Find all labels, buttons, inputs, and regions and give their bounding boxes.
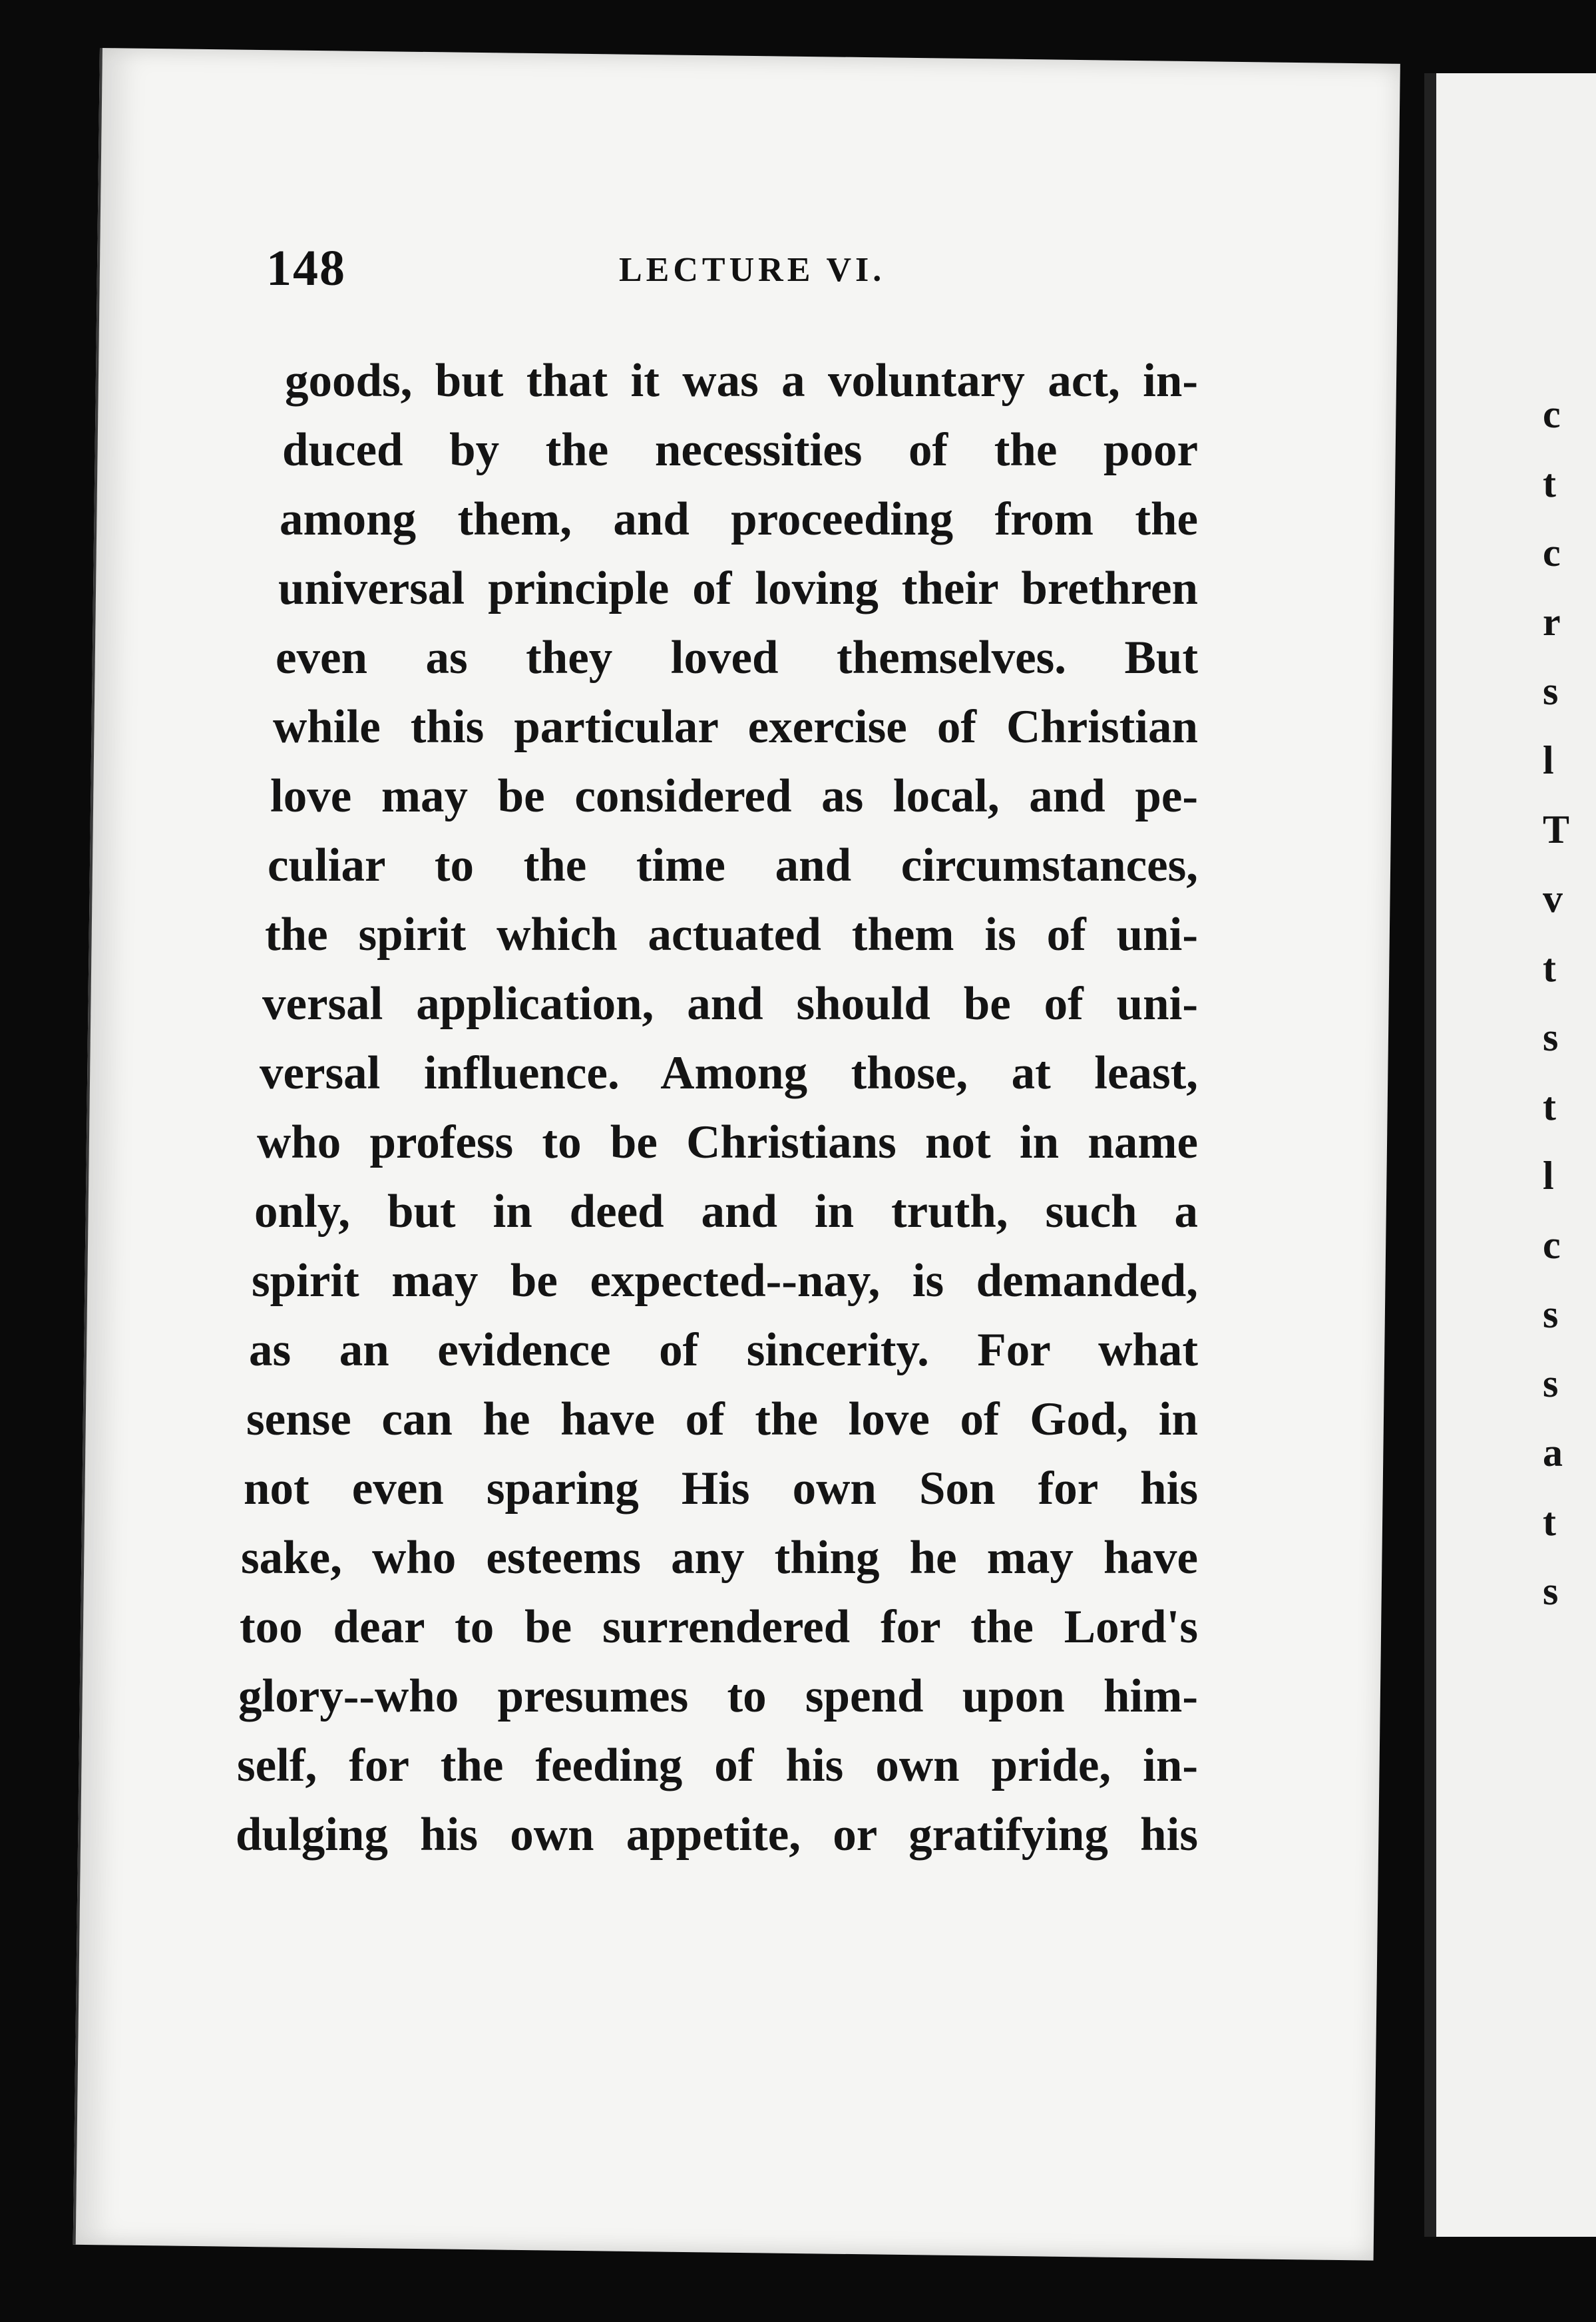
running-head-title: LECTURE VI. [619, 251, 886, 289]
text-line: goods, but that it was a voluntary act, in- [285, 355, 1198, 407]
edge-letter: c [1543, 531, 1561, 575]
edge-letter: T [1543, 808, 1570, 851]
edge-letter: c [1543, 1223, 1561, 1267]
edge-letter: t [1543, 946, 1556, 990]
edge-letter: s [1543, 1361, 1559, 1405]
text-line: sense can he have of the love of God, in [246, 1393, 1198, 1445]
text-line: duced by the necessities of the poor [282, 424, 1198, 476]
edge-letter: t [1543, 1500, 1556, 1544]
edge-letter: t [1543, 461, 1556, 505]
edge-letter: s [1543, 1292, 1559, 1336]
facing-page-text-fragments [1543, 379, 1570, 1626]
edge-letter: v [1543, 877, 1563, 921]
page-number: 148 [266, 240, 346, 296]
text-line: dulging his own appetite, or gratifying his [236, 1809, 1198, 1861]
text-line: universal principle of loving their brethren [278, 563, 1198, 614]
edge-letter: a [1543, 1431, 1563, 1475]
text-line: self, for the feeding of his own pride, in- [237, 1740, 1198, 1791]
running-head [266, 233, 1118, 313]
edge-letter: c [1543, 392, 1561, 436]
body-text [236, 346, 1198, 1869]
text-line: versal influence. Among those, at least, [260, 1047, 1198, 1099]
text-line: as an evidence of sincerity. For what [249, 1324, 1198, 1376]
facing-page-edge [1424, 73, 1596, 2237]
text-line: versal application, and should be of uni- [262, 978, 1198, 1030]
edge-letter: s [1543, 1569, 1559, 1613]
edge-letter: s [1543, 1015, 1559, 1059]
edge-letter: l [1543, 1154, 1554, 1198]
edge-letter: r [1543, 600, 1561, 644]
text-line: only, but in deed and in truth, such a [254, 1186, 1198, 1238]
edge-letter: s [1543, 669, 1559, 713]
text-line: culiar to the time and circumstances, [268, 839, 1198, 891]
text-line: spirit may be expected--nay, is demanded, [252, 1255, 1198, 1307]
edge-letter: l [1543, 738, 1554, 782]
text-line: love may be considered as local, and pe- [270, 770, 1198, 822]
text-line: not even sparing His own Son for his [244, 1463, 1198, 1514]
text-line: even as they loved themselves. But [276, 632, 1198, 684]
text-line: while this particular exercise of Christian [273, 701, 1198, 753]
text-line: the spirit which actuated them is of uni- [265, 909, 1198, 961]
text-line: who profess to be Christians not in name [257, 1116, 1198, 1168]
edge-letter: t [1543, 1084, 1556, 1128]
text-line: glory--who presumes to spend upon him- [238, 1670, 1198, 1722]
text-line: among them, and proceeding from the [280, 493, 1198, 545]
text-line: too dear to be surrendered for the Lord's [240, 1601, 1198, 1653]
text-line: sake, who esteems any thing he may have [241, 1532, 1198, 1584]
